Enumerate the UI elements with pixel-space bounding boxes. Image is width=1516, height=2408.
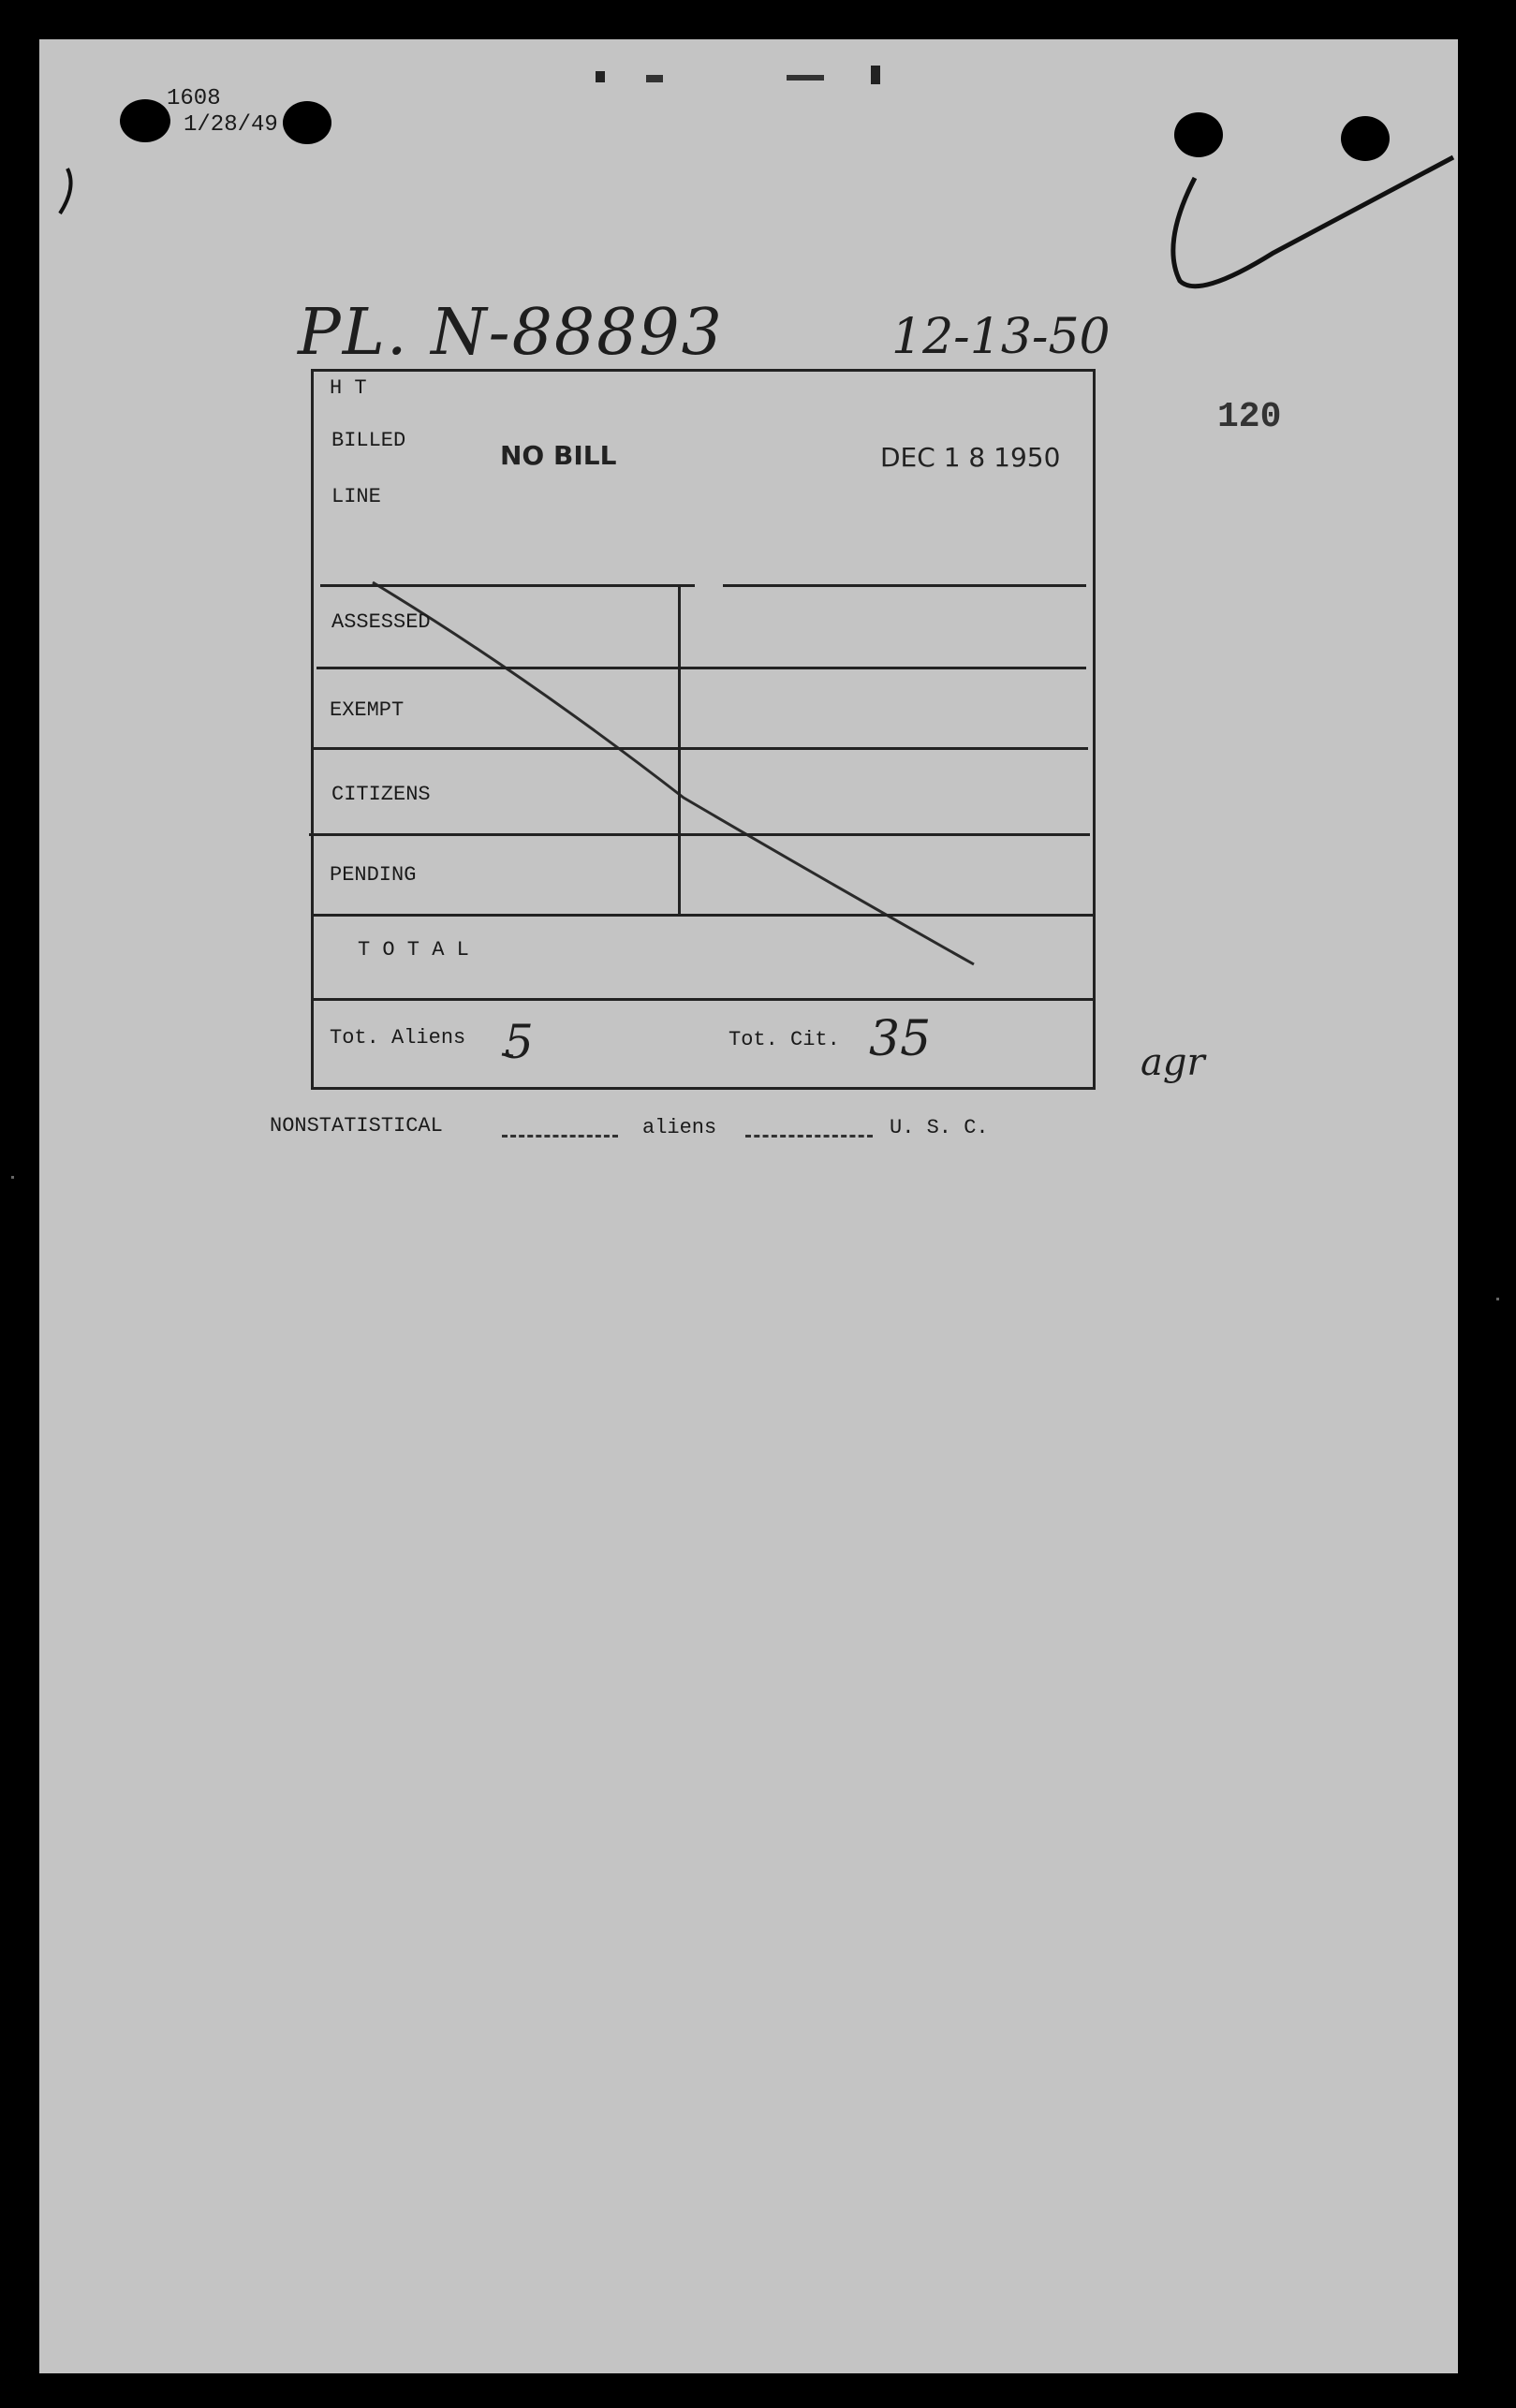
- date-stamp: DEC 1 8 1950: [880, 442, 1061, 473]
- label-total: T O T A L: [358, 938, 469, 962]
- corner-file-number: 1608: [167, 86, 221, 111]
- form-box: [311, 369, 1096, 1090]
- label-exempt: EXEMPT: [330, 698, 405, 722]
- margin-mark: [60, 169, 71, 213]
- label-aliens: aliens: [642, 1116, 717, 1139]
- handwritten-total-aliens: 5: [504, 1015, 534, 1069]
- no-bill-stamp: NO BILL: [500, 440, 617, 471]
- rule-row-4: [313, 914, 1094, 917]
- label-nonstatistical: NONSTATISTICAL: [270, 1114, 443, 1138]
- handwritten-date: 12-13-50: [891, 309, 1111, 365]
- handwritten-file-reference: PL. N-88893: [298, 296, 724, 370]
- nonstatistical-blank: [502, 1135, 618, 1138]
- column-divider: [678, 586, 681, 914]
- rule-row-2: [313, 747, 1088, 750]
- label-citizens: CITIZENS: [331, 783, 431, 806]
- label-usc: U. S. C.: [890, 1116, 989, 1139]
- label-ht: H T: [330, 376, 367, 400]
- rule-total: [313, 998, 1094, 1001]
- label-total-citizens: Tot. Cit.: [729, 1028, 840, 1051]
- rule-row-1: [316, 667, 1086, 669]
- edge-speck: [11, 1176, 14, 1179]
- rule-header-left: [320, 584, 695, 587]
- label-total-aliens: Tot. Aliens: [330, 1026, 466, 1050]
- checkmark-stroke: [1173, 157, 1453, 286]
- label-line: LINE: [331, 485, 381, 508]
- handwritten-initials: agr: [1141, 1041, 1205, 1084]
- aliens-blank: [745, 1135, 873, 1138]
- label-billed: BILLED: [331, 429, 406, 452]
- rule-header-right: [723, 584, 1086, 587]
- edge-speck: [1496, 1298, 1499, 1300]
- rule-row-3: [309, 833, 1090, 836]
- label-pending: PENDING: [330, 863, 417, 887]
- handwritten-total-citizens: 35: [869, 1011, 932, 1067]
- label-assessed: ASSESSED: [331, 610, 431, 634]
- page-number: 120: [1217, 397, 1282, 437]
- corner-stamp-date: 1/28/49: [184, 112, 278, 138]
